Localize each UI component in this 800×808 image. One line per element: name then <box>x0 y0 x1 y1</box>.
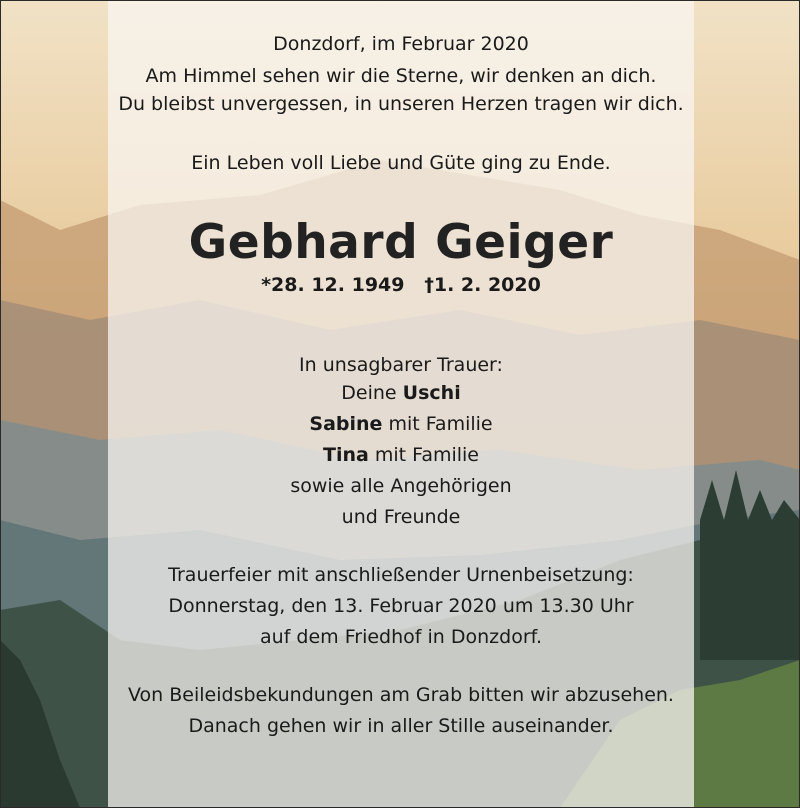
mourner-suffix: mit Familie <box>388 413 493 435</box>
mourner-prefix: Deine <box>341 382 397 404</box>
service-line-3: auf dem Friedhof in Donzdorf. <box>260 626 542 648</box>
service-line-2: Donnerstag, den 13. Februar 2020 um 13.30 Uhr <box>168 595 634 617</box>
closing-line-2: Danach gehen wir in aller Stille auseinander. <box>188 715 614 737</box>
place-date: Donzdorf, im Februar 2020 <box>273 33 529 55</box>
mourner-name-tina: Tina <box>322 444 369 466</box>
birth-date: *28. 12. 1949 <box>261 274 405 296</box>
mourner-suffix: mit Familie <box>374 444 479 466</box>
intro-text: Ein Leben voll Liebe und Güte ging zu Ende. <box>191 152 611 174</box>
deceased-name: Gebhard Geiger <box>188 215 614 270</box>
mourner-line-4: sowie alle Angehörigen <box>290 475 512 497</box>
mourners-heading: In unsagbarer Trauer: <box>299 354 503 376</box>
poem-line-1: Am Himmel sehen wir die Sterne, wir denken an dich. <box>145 65 657 87</box>
closing-line-1: Von Beileidsbekundungen am Grab bitten wir abzusehen. <box>128 684 674 706</box>
service-line-1: Trauerfeier mit anschließender Urnenbeisetzung: <box>168 564 634 586</box>
poem-line-2: Du bleibst unvergessen, in unseren Herzen tragen wir dich. <box>118 93 684 115</box>
death-date: †1. 2. 2020 <box>424 274 541 296</box>
mourner-name-uschi: Uschi <box>402 382 461 404</box>
mourner-name-sabine: Sabine <box>309 413 383 435</box>
mourner-line-5: und Freunde <box>341 506 461 528</box>
